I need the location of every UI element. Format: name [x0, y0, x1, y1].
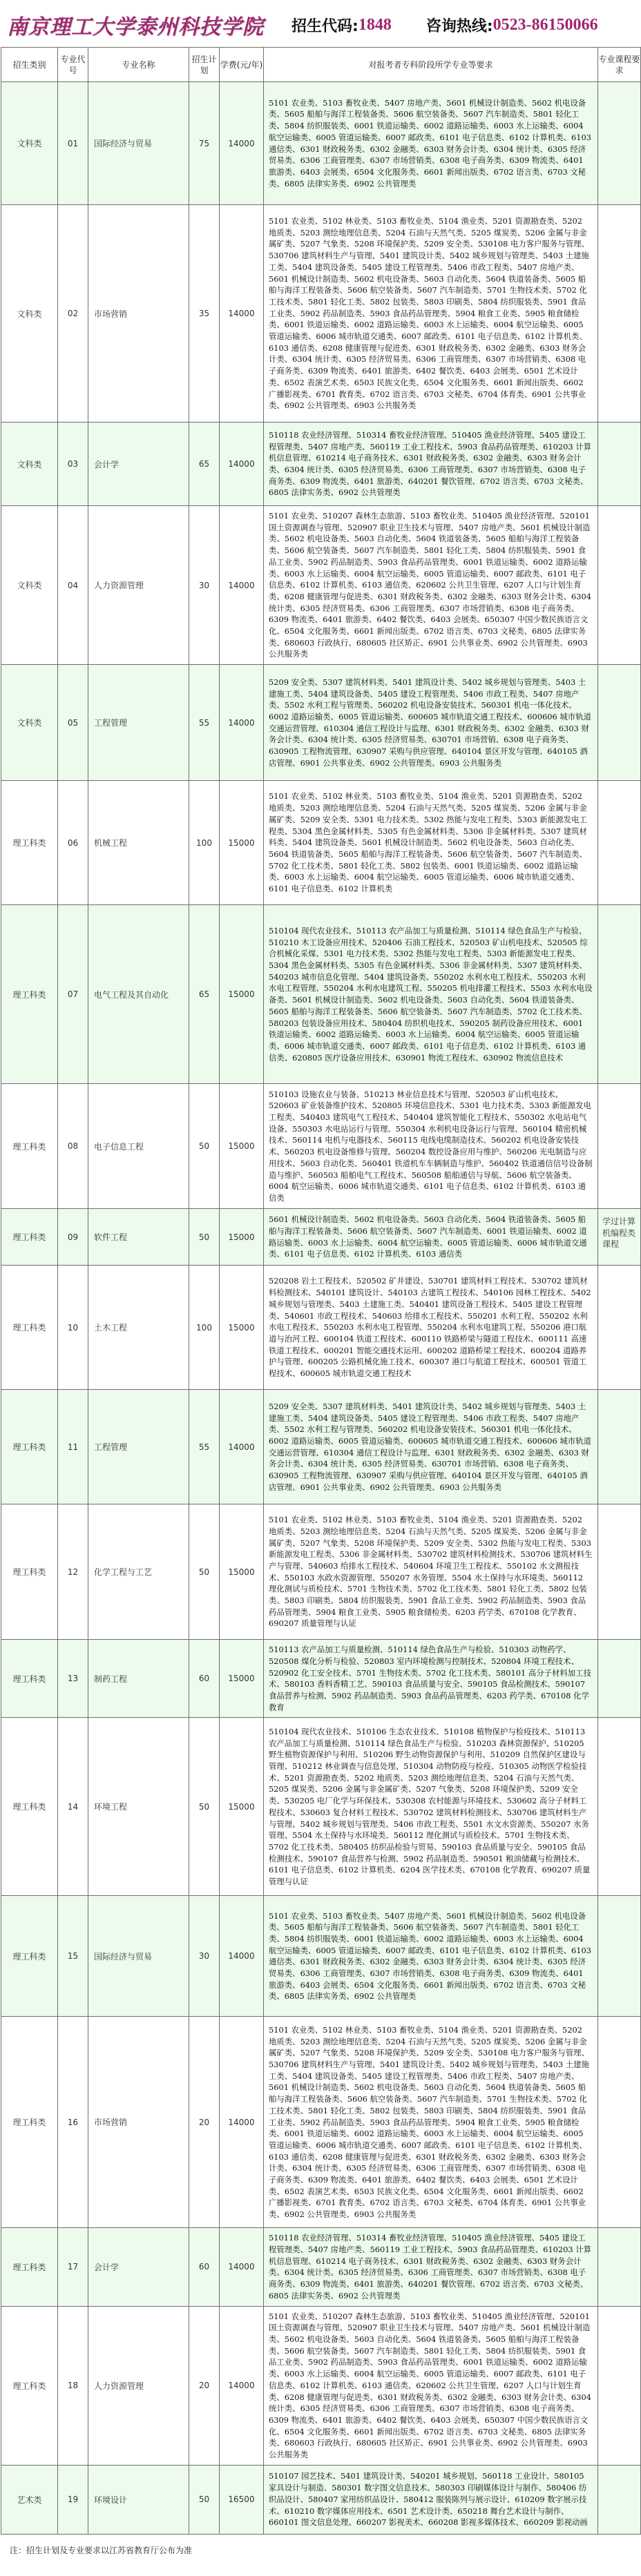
cell-plan: 50 — [189, 1084, 220, 1209]
cell-category: 理工科类 — [1, 1640, 58, 1718]
cell-course — [598, 1718, 641, 1896]
cell-name: 制药工程 — [88, 1640, 189, 1718]
cell-plan: 50 — [189, 1504, 220, 1640]
enroll-code-label: 招生代码: — [291, 17, 358, 35]
cell-requirements: 5101 农业类、510207 森林生态旅游、5103 畜牧业类、510405 渔业经济管理、520101 国土资源调查与管理、520907 职业卫生技术与管理、5407 房地产类、5601 机械设计制造类、5602 机电设备类、5603 自动化类、5604 铁道装备类、5605 船舶与海洋工程装备类、5606 航空装备类、5607 汽车制造类、5801 轻化工类、5804 纺织服装类、5901 食品工业类、5902 药品制造类、5903 食品药品管理类、6001 铁道运输类、6002 道路运输类、6003 水上运输类、6004 航空运输类、6005 管道运输类、6007 邮政类、6101 电子信息类、6102 计算机类、6103 通信类、620602 公共卫生管理、6207 人口与计划生育类、6208 健康管理与促进类、6301 财政税务类、6302 金融类、6303 财务会计类、6304 统计类、6305 经济贸易类、6306 工商管理类、6307 市场营销类、6308 电子商务类、6309 物流类、6401 旅游类、6402 餐饮类、6403 会展类、650307 中国少数民族语言文化、6504 文化服务类、6601 新闻出版类、6702 语言类、6703 文秘类、6805 法律实务类、680603 行政执行、680605 社区矫正、6901 公共事业类、6902 公共管理类、6903 公共服务类 — [264, 2306, 598, 2465]
cell-name: 市场营销 — [88, 205, 189, 423]
cell-category: 文科类 — [1, 205, 58, 423]
hotline-label: 咨询热线: — [425, 17, 493, 35]
col-header-code: 专业代号 — [58, 48, 88, 82]
cell-requirements: 5101 农业类、5102 林业类、5103 畜牧业类、5104 渔业类、5201 资源勘查类、5202 地质类、5203 测绘地理信息类、5204 石油与天然气类、5205 煤炭类、5206 金属与非金属矿类、5209 安全类、5301 电力技术类、5302 热能与发电工程类、5303 新能源发电工程类、5304 黑色金属材料类、5305 有色金属材料类、5306 非金属材料类、5307 建筑材料类、5404 建筑设备类、5601 机械设计制造类、5602 机电设备类、5603 自动化类、5604 铁道装备类、5605 船舶与海洋工程装备类、5606 航空装备类、5607 汽车制造类、5702 化工技术类、5801 轻化工类、5802 包装类、6001 铁道运输类、6002 道路运输类、6003 水上运输类、6004 航空运输类、6005 管道运输类、6006 城市轨道交通类、6101 电子信息类、6102 计算机类 — [264, 781, 598, 905]
cell-code: 09 — [58, 1209, 88, 1266]
cell-name: 电气工程及其自动化 — [88, 905, 189, 1084]
cell-requirements: 5101 农业类、5102 林业类、5103 畜牧业类、5104 渔业类、5201 资源勘查类、5202 地质类、5203 测绘地理信息类、5204 石油与天然气类、5205 煤炭类、5206 金属与非金属矿类、5207 气象类、5208 环境保护类、5209 安全类、530108 电力客户服务与管理、530706 建筑材料生产与管理、5401 建筑设计类、5402 城乡规划与管理类、5403 土建施工类、5404 建筑设备类、5405 建设工程管理类、5406 市政工程类、5407 房地产类、5601 机械设计制造类、5602 机电设备类、5603 自动化类、5604 铁道装备类、5605 船舶与海洋工程装备类、5606 航空装备类、5607 汽车制造类、5701 生物技术类、5702 化工技术类、5801 轻化工类、5802 包装类、5803 印刷类、5804 纺织服装类、5901 食品工业类、5902 药品制造类、5903 食品药品管理类、5904 粮食工业类、5905 粮食储检类、6001 铁道运输类、6002 道路运输类、6003 水上运输类、6004 航空运输类、6005 管道运输类、6006 城市轨道交通类、6007 邮政类、6101 电子信息类、6102 计算机类、6103 通信类、6208 健康管理与促进类、6301 财政税务类、6302 金融类、6303 财务会计类、6304 统计类、6305 经济贸易类、6306 工商管理类、6307 市场营销类、6308 电子商务类、6309 物流类、6401 旅游类、6402 餐饮类、6403 会展类、6501 艺术设计类、6502 表演艺术类、6503 民族文化类、6504 文化服务类、6601 新闻出版类、6602 广播影视类、6701 教育类、6702 语言类、6703 文秘类、6704 体育类、6901 公共事业类、6902 公共管理类、6903 公共服务类 — [264, 2017, 598, 2228]
cell-category: 文科类 — [1, 506, 58, 665]
cell-name: 化学工程与工艺 — [88, 1504, 189, 1640]
cell-category: 理工科类 — [1, 1390, 58, 1504]
cell-code: 12 — [58, 1504, 88, 1640]
cell-fee: 14000 — [220, 82, 264, 205]
school-name: 南京理工大学泰州科技学院 — [7, 15, 264, 39]
cell-course — [598, 2306, 641, 2465]
cell-requirements: 510118 农业经济管理、510314 畜牧业经济管理、510405 渔业经济管理、5405 建设工程管理类、5407 房地产类、560119 工业工程技术、5903 食品药品管理类、610203 计算机信息管理、610214 电子商务技术、6301 财政税务类、6302 金融类、6303 财务会计类、6304 统计类、6305 经济贸易类、6306 工商管理类、6307 市场营销类、6308 电子商务类、6309 物流类、6401 旅游类、640201 餐饮管理、6702 语言类、6703 文秘类、6805 法律实务类、6902 公共管理类 — [264, 2228, 598, 2306]
table-row — [1, 1640, 641, 1718]
cell-code: 14 — [58, 1718, 88, 1896]
enroll-code-value: 1848 — [358, 15, 392, 34]
cell-plan: 50 — [189, 2465, 220, 2534]
cell-name: 环境工程 — [88, 1718, 189, 1896]
cell-category: 理工科类 — [1, 1718, 58, 1896]
cell-fee: 15000 — [220, 905, 264, 1084]
cell-category: 文科类 — [1, 82, 58, 205]
cell-fee: 15000 — [220, 781, 264, 905]
cell-fee: 14000 — [220, 2017, 264, 2228]
banner — [0, 7, 641, 43]
cell-fee: 15000 — [220, 1718, 264, 1896]
cell-code: 13 — [58, 1640, 88, 1718]
cell-fee: 16500 — [220, 2465, 264, 2534]
col-header-fee: 学费(元/年) — [220, 48, 264, 82]
cell-course: 学过计算机编程类课程 — [598, 1209, 641, 1266]
cell-fee: 15000 — [220, 1266, 264, 1390]
cell-requirements: 510118 农业经济管理、510314 畜牧业经济管理、510405 渔业经济管理、5405 建设工程管理类、5407 房地产类、560119 工业工程技术、5903 食品药品管理类、610203 计算机信息管理、610214 电子商务技术、6301 财政税务类、6302 金融类、6303 财务会计类、6304 统计类、6305 经济贸易类、6306 工商管理类、6307 市场营销类、6308 电子商务类、6309 物流类、6401 旅游类、640201 餐饮管理、6702 语言类、6703 文秘类、6805 法律实务类、6902 公共管理类 — [264, 423, 598, 506]
cell-code: 02 — [58, 205, 88, 423]
cell-course — [598, 1266, 641, 1390]
cell-category: 理工科类 — [1, 781, 58, 905]
cell-fee: 14000 — [220, 2306, 264, 2465]
cell-plan: 60 — [189, 1640, 220, 1718]
cell-code: 06 — [58, 781, 88, 905]
table-row — [1, 1209, 641, 1266]
cell-fee: 15000 — [220, 1504, 264, 1640]
cell-code: 03 — [58, 423, 88, 506]
cell-course — [598, 2017, 641, 2228]
cell-course — [598, 1390, 641, 1504]
cell-category: 理工科类 — [1, 1209, 58, 1266]
cell-course — [598, 1640, 641, 1718]
table-row — [1, 2228, 641, 2306]
cell-name: 软件工程 — [88, 1209, 189, 1266]
cell-fee: 14000 — [220, 1390, 264, 1504]
cell-name: 会计学 — [88, 423, 189, 506]
cell-category: 文科类 — [1, 665, 58, 781]
cell-name: 电子信息工程 — [88, 1084, 189, 1209]
cell-requirements: 520208 岩土工程技术、520502 矿井建设、530701 建筑材料工程技术、530702 建筑材料检测技术、540101 建筑设计、540103 古建筑工程技术、540106 园林工程技术、5402 城乡规划与管理类、5403 土建施工类、540401 建筑设备工程技术、5405 建设工程管理类、540601 市政工程技术、540603 给排水工程技术、550201 水利工程、550202 水利水电工程技术、550203 水利水电工程管理、550204 水利水电建筑工程、550206 港口航道与治河工程、600104 铁道工程技术、600110 铁路桥梁与隧道工程技术、600111 高速铁道工程技术、600201 智能交通技术运用、600202 道路桥梁工程技术、600204 道路养护与管理、600205 公路机械化施工技术、600307 港口与航道工程技术、600501 管道工程技术、600605 城市轨道交通工程技术 — [264, 1266, 598, 1390]
cell-plan: 50 — [189, 1718, 220, 1896]
cell-plan: 30 — [189, 506, 220, 665]
cell-plan: 55 — [189, 665, 220, 781]
cell-name: 机械工程 — [88, 781, 189, 905]
cell-plan: 75 — [189, 82, 220, 205]
cell-course — [598, 205, 641, 423]
col-header-category: 招生类别 — [1, 48, 58, 82]
cell-code: 05 — [58, 665, 88, 781]
cell-plan: 20 — [189, 2306, 220, 2465]
cell-code: 11 — [58, 1390, 88, 1504]
cell-category: 理工科类 — [1, 1896, 58, 2017]
cell-fee: 15000 — [220, 1209, 264, 1266]
cell-category: 理工科类 — [1, 2017, 58, 2228]
cell-code: 18 — [58, 2306, 88, 2465]
cell-course — [598, 1896, 641, 2017]
table-row — [1, 1266, 641, 1390]
cell-category: 理工科类 — [1, 2228, 58, 2306]
table-row — [1, 1084, 641, 1209]
table-row — [1, 82, 641, 205]
cell-name: 工程管理 — [88, 1390, 189, 1504]
col-header-plan: 招生计划 — [189, 48, 220, 82]
footnote: 注：招生计划及专业要求以江苏省教育厅公布为准 — [10, 2545, 193, 2555]
cell-fee: 14000 — [220, 423, 264, 506]
cell-plan: 100 — [189, 781, 220, 905]
cell-requirements: 5209 安全类、5307 建筑材料类、5401 建筑设计类、5402 城乡规划与管理类、5403 土建施工类、5404 建筑设备类、5405 建设工程管理类、5406 市政工程类、5407 房地产类、5502 水利工程与管理类、560202 机电设备安装技术、560301 机电一体化技术、6002 道路运输类、6005 管道运输类、600605 城市轨道交通工程技术、600606 城市轨道交通运营管理、610304 通信工程设计与监理、6301 财政税务类、6302 金融类、6303 财务会计类、6304 统计类、6305 经济贸易类、630701 市场营销、6308 电子商务类、630905 工程物流管理、630907 采购与供应管理、640104 景区开发与管理、640105 酒店管理、6901 公共事业类、6902 公共管理类、6903 公共服务类 — [264, 1390, 598, 1504]
cell-fee: 14000 — [220, 2228, 264, 2306]
cell-name: 国际经济与贸易 — [88, 82, 189, 205]
table-row — [1, 423, 641, 506]
cell-requirements: 5101 农业类、5103 畜牧业类、5407 房地产类、5601 机械设计制造类、5602 机电设备类、5605 船舶与海洋工程装备类、5606 航空装备类、5607 汽车制造类、5801 轻化工类、5804 纺织服装类、6001 铁道运输类、6002 道路运输类、6003 水上运输类、6004 航空运输类、6005 管道运输类、6007 邮政类、6101 电子信息类、6102 计算机类、6103 通信类、6301 财政税务类、6302 金融类、6303 财务会计类、6304 统计类、6305 经济贸易类、6306 工商管理类、6307 市场营销类、6308 电子商务类、6309 物流类、6401 旅游类、6403 会展类、6504 文化服务类、6601 新闻出版类、6702 语言类、6703 文秘类、6805 法律实务类、6902 公共管理类 — [264, 1896, 598, 2017]
cell-requirements: 510104 现代农业技术、510106 生态农业技术、510108 植物保护与检疫技术、510113 农产品加工与质量检测、510114 绿色食品生产与检验、510203 森林资源保护、510205 野生植物资源保护与利用、510206 野生动物资源保护与利用、510209 自然保护区建设与管理、510212 林业调查与信息处理、510304 动物防疫与检疫、510305 动物医学检验技术、5201 资源勘查类、5202 地质类、5203 测绘地理信息类、5204 石油与天然气类、5205 煤炭类、5206 金属与非金属矿类、5207 气象类、5208 环境保护类、5209 安全类、530205 电厂化学与环保技术、530308 农村能源与环境技术、530602 高分子材料工程技术、530603 复合材料工程技术、530702 建筑材料检测技术、530706 建筑材料生产与管理、5402 城乡规划与管理类、5406 市政工程类、5501 水文水资源类、550207 水务管理、5504 水土保持与水环境类、560112 理化测试与质检技术、5701 生物技术类、5702 化工技术类、580405 纺织品检验与贸易、590103 食品质量与安全、590105 食品检测技术、590107 食品营养与检测、5902 药品制造类、590501 粮油储藏与检测技术、6101 电子信息类、6102 计算机类、6204 医学技术类、670108 化学教育、690207 质量管理与认证 — [264, 1718, 598, 1896]
cell-course — [598, 1504, 641, 1640]
cell-requirements: 5101 农业类、5102 林业类、5103 畜牧业类、5104 渔业类、5201 资源勘查类、5202 地质类、5203 测绘地理信息类、5204 石油与天然气类、5205 煤炭类、5206 金属与非金属矿类、5207 气象类、5208 环境保护类、5209 安全类、5302 热能与发电工程类、5303 新能源发电工程类、5306 非金属材料类、530702 建筑材料检测技术、530706 建筑材料生产与管理、540603 给排水工程技术、540604 环境卫生工程技术、550102 水文测报技术、550103 水政水资源管理、550207 水务管理、5504 水土保持与水环境类、560112 理化测试与质检技术、5701 生物技术类、5702 化工技术类、5801 轻化工类、5802 包装类、5803 印刷类、5804 纺织服装类、5901 食品工业类、5902 药品制造类、5903 食品药品管理类、5904 粮食工业类、5905 粮食储检类、6203 药学类、670108 化学教育、690207 质量管理与认证 — [264, 1504, 598, 1640]
cell-category: 艺术类 — [1, 2465, 58, 2534]
cell-requirements: 5209 安全类、5307 建筑材料类、5401 建筑设计类、5402 城乡规划与管理类、5403 土建施工类、5404 建筑设备类、5405 建设工程管理类、5406 市政工程类、5407 房地产类、5502 水利工程与管理类、560202 机电设备安装技术、560301 机电一体化技术、6002 道路运输类、6005 管道运输类、600605 城市轨道交通工程技术、600606 城市轨道交通运营管理、610304 通信工程设计与监理、6301 财政税务类、6302 金融类、6303 财务会计类、6304 统计类、6305 经济贸易类、630701 市场营销、6308 电子商务类、630905 工程物流管理、630907 采购与供应管理、640104 景区开发与管理、640105 酒店管理、6901 公共事业类、6902 公共管理类、6903 公共服务类 — [264, 665, 598, 781]
table-row — [1, 506, 641, 665]
cell-course — [598, 665, 641, 781]
table-header-row — [1, 48, 641, 82]
cell-course — [598, 781, 641, 905]
cell-plan: 55 — [189, 1390, 220, 1504]
cell-category: 理工科类 — [1, 1504, 58, 1640]
cell-name: 人力资源管理 — [88, 506, 189, 665]
cell-requirements: 5601 机械设计制造类、5602 机电设备类、5603 自动化类、5604 铁道装备类、5605 船舶与海洋工程装备类、5606 航空装备类、5607 汽车制造类、6001 铁道运输类、6002 道路运输类、6003 水上运输类、6004 航空运输类、6005 管道运输类、6006 城市轨道交通类、6101 电子信息类、6102 计算机类、6103 通信类 — [264, 1209, 598, 1266]
table-row — [1, 905, 641, 1084]
cell-name: 会计学 — [88, 2228, 189, 2306]
cell-course — [598, 2465, 641, 2534]
col-header-requirements: 对报考者专科阶段所学专业等要求 — [264, 48, 598, 82]
col-header-course: 专业课程要求 — [598, 48, 641, 82]
cell-code: 15 — [58, 1896, 88, 2017]
cell-course — [598, 1084, 641, 1209]
cell-name: 土木工程 — [88, 1266, 189, 1390]
cell-code: 07 — [58, 905, 88, 1084]
cell-requirements: 510104 现代农业技术、510113 农产品加工与质量检测、510114 绿色食品生产与检验、510210 木工设备应用技术、520406 石油工程技术、520503 矿山机电技术、520505 综合机械化采煤、5301 电力技术类、5302 热能与发电工程类、5303 新能源发电工程类、5304 黑色金属材料类、5305 有色金属材料类、5306 非金属材料类、5307 建筑材料类、540203 城市信息化管理、5404 建筑设备类、550202 水利水电工程技术、550203 水利水电工程管理、550204 水利水电建筑工程、550205 机电排灌工程技术、5503 水利水电设备类、5601 机械设计制造类、5602 机电设备类、5603 自动化类、5604 铁道装备类、5605 船舶与海洋工程装备类、5606 航空装备类、5607 汽车制造类、5702 化工技术类、580203 包装设备应用技术、580404 纺织机电技术、590205 制药设备应用技术、6001 铁道运输类、6002 道路运输类、6003 水上运输类、6004 航空运输类、6005 管道运输类、6006 城市轨道交通类、6007 邮政类、6101 电子信息类、6102 计算机类、6103 通信类、620805 医疗设备应用技术、630901 物流工程技术、630902 物流信息技术 — [264, 905, 598, 1084]
cell-category: 文科类 — [1, 423, 58, 506]
cell-plan: 35 — [189, 205, 220, 423]
cell-requirements: 510107 园艺技术、5401 建筑设计类、540201 城乡规划、560118 工业设计、580105 家具设计与制造、580301 数字图文信息技术、580303 印刷媒体设计与制作、580406 纺织品设计、580407 家用纺织品设计、580412 服装陈列与展示设计、610209 数字展示技术、610210 数字媒体应用技术、6501 艺术设计类、650218 舞台艺术设计与制作、660101 图文信息处理、660207 影视美术、660208 影视多媒体技术、660209 影视动画 — [264, 2465, 598, 2534]
cell-name: 国际经济与贸易 — [88, 1896, 189, 2017]
cell-fee: 14000 — [220, 506, 264, 665]
cell-code: 10 — [58, 1266, 88, 1390]
cell-requirements: 5101 农业类、5103 畜牧业类、5407 房地产类、5601 机械设计制造类、5602 机电设备类、5605 船舶与海洋工程装备类、5606 航空装备类、5607 汽车制造类、5801 轻化工类、5804 纺织服装类、6001 铁道运输类、6002 道路运输类、6003 水上运输类、6004 航空运输类、6005 管道运输类、6007 邮政类、6101 电子信息类、6102 计算机类、6103 通信类、6301 财政税务类、6302 金融类、6303 财务会计类、6304 统计类、6305 经济贸易类、6306 工商管理类、6307 市场营销类、6308 电子商务类、6309 物流类、6401 旅游类、6403 会展类、6504 文化服务类、6601 新闻出版类、6702 语言类、6703 文秘类、6805 法律实务类、6902 公共管理类 — [264, 82, 598, 205]
cell-plan: 50 — [189, 1209, 220, 1266]
cell-course — [598, 905, 641, 1084]
table-row — [1, 1718, 641, 1896]
table-row — [1, 2465, 641, 2534]
cell-code: 04 — [58, 506, 88, 665]
cell-code: 19 — [58, 2465, 88, 2534]
cell-code: 08 — [58, 1084, 88, 1209]
table-row — [1, 2017, 641, 2228]
cell-code: 17 — [58, 2228, 88, 2306]
cell-fee: 15000 — [220, 1084, 264, 1209]
cell-plan: 20 — [189, 2017, 220, 2228]
cell-requirements: 5101 农业类、510207 森林生态旅游、5103 畜牧业类、510405 渔业经济管理、520101 国土资源调查与管理、520907 职业卫生技术与管理、5407 房地产类、5601 机械设计制造类、5602 机电设备类、5603 自动化类、5604 铁道装备类、5605 船舶与海洋工程装备类、5606 航空装备类、5607 汽车制造类、5801 轻化工类、5804 纺织服装类、5901 食品工业类、5902 药品制造类、5903 食品药品管理类、6001 铁道运输类、6002 道路运输类、6003 水上运输类、6004 航空运输类、6005 管道运输类、6007 邮政类、6101 电子信息类、6102 计算机类、6103 通信类、620602 公共卫生管理、6207 人口与计划生育类、6208 健康管理与促进类、6301 财政税务类、6302 金融类、6303 财务会计类、6304 统计类、6305 经济贸易类、6306 工商管理类、6307 市场营销类、6308 电子商务类、6309 物流类、6401 旅游类、6402 餐饮类、6403 会展类、650307 中国少数民族语言文化、6504 文化服务类、6601 新闻出版类、6702 语言类、6703 文秘类、6805 法律实务类、680603 行政执行、680605 社区矫正、6901 公共事业类、6902 公共管理类、6903 公共服务类 — [264, 506, 598, 665]
cell-name: 市场营销 — [88, 2017, 189, 2228]
table-row — [1, 2306, 641, 2465]
cell-course — [598, 423, 641, 506]
cell-course — [598, 2228, 641, 2306]
cell-requirements: 510113 农产品加工与质量检测、510114 绿色食品生产与检验、510303 动物药学、520508 煤化分析与检验、520803 室内环境检测与控制技术、520804 环境工程技术、520902 化工安全技术、5701 生物技术类、5702 化工技术类、580101 高分子材料加工技术、580103 香料香精工艺、590103 食品质量与安全、590105 食品检测技术、590107 食品营养与检测、5902 药品制造类、5903 食品药品管理类、6203 药学类、670108 化学教育 — [264, 1640, 598, 1718]
cell-code: 16 — [58, 2017, 88, 2228]
cell-fee: 14000 — [220, 665, 264, 781]
cell-category: 理工科类 — [1, 1084, 58, 1209]
cell-category: 理工科类 — [1, 905, 58, 1084]
cell-plan: 100 — [189, 1266, 220, 1390]
cell-fee: 15000 — [220, 1640, 264, 1718]
cell-code: 01 — [58, 82, 88, 205]
cell-name: 工程管理 — [88, 665, 189, 781]
table-row — [1, 205, 641, 423]
hotline-value: 0523-86150066 — [492, 15, 598, 34]
cell-plan: 65 — [189, 423, 220, 506]
cell-course — [598, 82, 641, 205]
cell-fee: 14000 — [220, 1896, 264, 2017]
table-body — [1, 82, 641, 2535]
table-row — [1, 665, 641, 781]
cell-fee: 14000 — [220, 205, 264, 423]
cell-requirements: 5101 农业类、5102 林业类、5103 畜牧业类、5104 渔业类、5201 资源勘查类、5202 地质类、5203 测绘地理信息类、5204 石油与天然气类、5205 煤炭类、5206 金属与非金属矿类、5207 气象类、5208 环境保护类、5209 安全类、530108 电力客户服务与管理、530706 建筑材料生产与管理、5401 建筑设计类、5402 城乡规划与管理类、5403 土建施工类、5404 建筑设备类、5405 建设工程管理类、5406 市政工程类、5407 房地产类、5601 机械设计制造类、5602 机电设备类、5603 自动化类、5604 铁道装备类、5605 船舶与海洋工程装备类、5606 航空装备类、5607 汽车制造类、5701 生物技术类、5702 化工技术类、5801 轻化工类、5802 包装类、5803 印刷类、5804 纺织服装类、5901 食品工业类、5902 药品制造类、5903 食品药品管理类、5904 粮食工业类、5905 粮食储检类、6001 铁道运输类、6002 道路运输类、6003 水上运输类、6004 航空运输类、6005 管道运输类、6006 城市轨道交通类、6007 邮政类、6101 电子信息类、6102 计算机类、6103 通信类、6208 健康管理与促进类、6301 财政税务类、6302 金融类、6303 财务会计类、6304 统计类、6305 经济贸易类、6306 工商管理类、6307 市场营销类、6308 电子商务类、6309 物流类、6401 旅游类、6402 餐饮类、6403 会展类、6501 艺术设计类、6502 表演艺术类、6503 民族文化类、6504 文化服务类、6601 新闻出版类、6602 广播影视类、6701 教育类、6702 语言类、6703 文秘类、6704 体育类、6901 公共事业类、6902 公共管理类、6903 公共服务类 — [264, 205, 598, 423]
cell-category: 理工科类 — [1, 2306, 58, 2465]
table-row — [1, 781, 641, 905]
cell-plan: 60 — [189, 2228, 220, 2306]
table-row — [1, 1504, 641, 1640]
table-row — [1, 1390, 641, 1504]
cell-plan: 30 — [189, 1896, 220, 2017]
col-header-name: 专业名称 — [88, 48, 189, 82]
cell-name: 人力资源管理 — [88, 2306, 189, 2465]
enrollment-table — [1, 47, 641, 2535]
cell-requirements: 510103 设施农业与装备、510213 林业信息技术与管理、520503 矿山机电技术、520603 矿业装备维护技术、520805 环境信息技术、5301 电力技术类、5303 新能源发电工程类、540403 建筑电气工程技术、540404 建筑智能化工程技术、550302 水电站电气设备、550303 水电站运行与管理、550304 水利机电设备运行与管理、560104 精密机械技术、560114 电机与电器技术、560115 电线电缆制造技术、560202 机电设备安装技术、560203 机电设备维修与管理、560204 数控设备应用与维护、560206 光电制造与应用技术、5603 自动化类、560401 铁道机车车辆制造与维护、560402 铁道通信信号设备制造与维护、560503 船舶电气工程技术、560508 船舶通信与导航、5606 航空装备类、6004 航空运输类、6006 城市轨道交通类、6101 电子信息类、6102 计算机类、6103 通信类 — [264, 1084, 598, 1209]
cell-plan: 65 — [189, 905, 220, 1084]
cell-category: 理工科类 — [1, 1266, 58, 1390]
cell-course — [598, 506, 641, 665]
cell-name: 环境设计 — [88, 2465, 189, 2534]
table-row — [1, 1896, 641, 2017]
